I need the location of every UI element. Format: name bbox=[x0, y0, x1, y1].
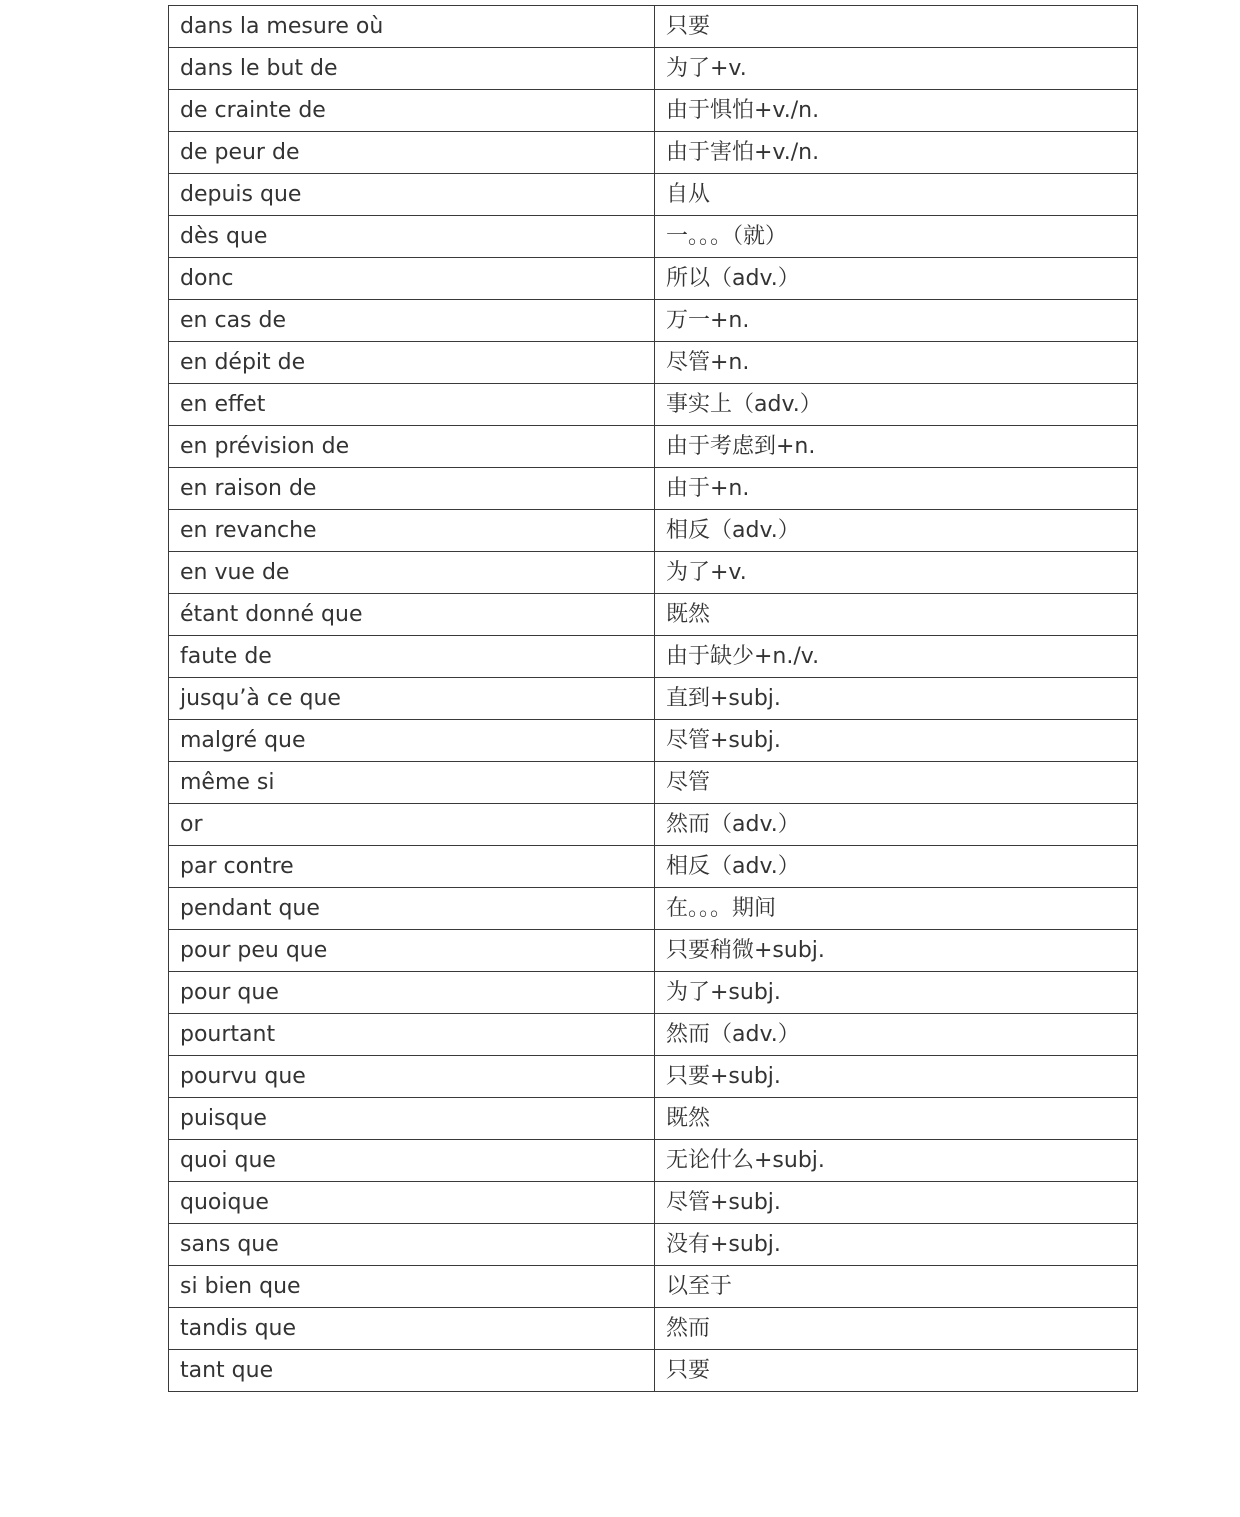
french-expression-cell: pour que bbox=[169, 972, 655, 1014]
french-expression-cell: depuis que bbox=[169, 174, 655, 216]
french-expression-cell: quoique bbox=[169, 1182, 655, 1224]
chinese-translation-cell: 直到+subj. bbox=[655, 678, 1138, 720]
french-expression-cell: donc bbox=[169, 258, 655, 300]
chinese-translation-cell: 一。。。（就） bbox=[655, 216, 1138, 258]
table-row bbox=[169, 174, 1138, 216]
table-row bbox=[169, 762, 1138, 804]
table-row bbox=[169, 678, 1138, 720]
table-row bbox=[169, 1014, 1138, 1056]
table-row bbox=[169, 1140, 1138, 1182]
table-row bbox=[169, 48, 1138, 90]
french-expression-cell: jusqu’à ce que bbox=[169, 678, 655, 720]
chinese-translation-cell: 万一+n. bbox=[655, 300, 1138, 342]
table-row bbox=[169, 342, 1138, 384]
table-row bbox=[169, 468, 1138, 510]
table-row bbox=[169, 1308, 1138, 1350]
french-expression-cell: quoi que bbox=[169, 1140, 655, 1182]
chinese-translation-cell: 只要 bbox=[655, 1350, 1138, 1392]
french-expression-cell: puisque bbox=[169, 1098, 655, 1140]
french-expression-cell: en prévision de bbox=[169, 426, 655, 468]
chinese-translation-cell: 由于害怕+v./n. bbox=[655, 132, 1138, 174]
table-row bbox=[169, 594, 1138, 636]
chinese-translation-cell: 由于缺少+n./v. bbox=[655, 636, 1138, 678]
chinese-translation-cell: 事实上（adv.） bbox=[655, 384, 1138, 426]
french-expression-cell: pourvu que bbox=[169, 1056, 655, 1098]
french-expression-cell: de peur de bbox=[169, 132, 655, 174]
chinese-translation-cell: 无论什么+subj. bbox=[655, 1140, 1138, 1182]
chinese-translation-cell: 尽管+subj. bbox=[655, 720, 1138, 762]
french-expression-cell: en dépit de bbox=[169, 342, 655, 384]
chinese-translation-cell: 然而（adv.） bbox=[655, 1014, 1138, 1056]
table-row bbox=[169, 846, 1138, 888]
table-row bbox=[169, 300, 1138, 342]
table-row bbox=[169, 510, 1138, 552]
french-expression-cell: malgré que bbox=[169, 720, 655, 762]
chinese-translation-cell: 既然 bbox=[655, 1098, 1138, 1140]
french-expression-cell: de crainte de bbox=[169, 90, 655, 132]
table-row bbox=[169, 720, 1138, 762]
table-row bbox=[169, 972, 1138, 1014]
table-row bbox=[169, 6, 1138, 48]
table-row bbox=[169, 1224, 1138, 1266]
vocabulary-table-body bbox=[169, 6, 1138, 1392]
table-row bbox=[169, 804, 1138, 846]
chinese-translation-cell: 既然 bbox=[655, 594, 1138, 636]
table-row bbox=[169, 426, 1138, 468]
chinese-translation-cell: 只要 bbox=[655, 6, 1138, 48]
table-row bbox=[169, 930, 1138, 972]
french-expression-cell: pendant que bbox=[169, 888, 655, 930]
chinese-translation-cell: 相反（adv.） bbox=[655, 510, 1138, 552]
table-row bbox=[169, 216, 1138, 258]
table-row bbox=[169, 1056, 1138, 1098]
chinese-translation-cell: 以至于 bbox=[655, 1266, 1138, 1308]
french-expression-cell: pour peu que bbox=[169, 930, 655, 972]
chinese-translation-cell: 尽管 bbox=[655, 762, 1138, 804]
chinese-translation-cell: 为了+v. bbox=[655, 552, 1138, 594]
french-expression-cell: dès que bbox=[169, 216, 655, 258]
french-expression-cell: or bbox=[169, 804, 655, 846]
table-row bbox=[169, 1350, 1138, 1392]
chinese-translation-cell: 由于惧怕+v./n. bbox=[655, 90, 1138, 132]
table-row bbox=[169, 888, 1138, 930]
french-expression-cell: dans le but de bbox=[169, 48, 655, 90]
chinese-translation-cell: 然而 bbox=[655, 1308, 1138, 1350]
table-row bbox=[169, 384, 1138, 426]
chinese-translation-cell: 在。。。期间 bbox=[655, 888, 1138, 930]
table-row bbox=[169, 258, 1138, 300]
french-expression-cell: faute de bbox=[169, 636, 655, 678]
chinese-translation-cell: 为了+subj. bbox=[655, 972, 1138, 1014]
chinese-translation-cell: 相反（adv.） bbox=[655, 846, 1138, 888]
table-row bbox=[169, 1098, 1138, 1140]
chinese-translation-cell: 尽管+subj. bbox=[655, 1182, 1138, 1224]
table-row bbox=[169, 132, 1138, 174]
chinese-translation-cell: 自从 bbox=[655, 174, 1138, 216]
french-expression-cell: si bien que bbox=[169, 1266, 655, 1308]
french-expression-cell: par contre bbox=[169, 846, 655, 888]
french-expression-cell: en revanche bbox=[169, 510, 655, 552]
french-expression-cell: tandis que bbox=[169, 1308, 655, 1350]
table-row bbox=[169, 1182, 1138, 1224]
table-row bbox=[169, 552, 1138, 594]
french-expression-cell: même si bbox=[169, 762, 655, 804]
chinese-translation-cell: 只要稍微+subj. bbox=[655, 930, 1138, 972]
chinese-translation-cell: 由于考虑到+n. bbox=[655, 426, 1138, 468]
table-row bbox=[169, 636, 1138, 678]
chinese-translation-cell: 由于+n. bbox=[655, 468, 1138, 510]
french-expression-cell: tant que bbox=[169, 1350, 655, 1392]
chinese-translation-cell: 然而（adv.） bbox=[655, 804, 1138, 846]
french-expression-cell: sans que bbox=[169, 1224, 655, 1266]
table-row bbox=[169, 1266, 1138, 1308]
french-expression-cell: dans la mesure où bbox=[169, 6, 655, 48]
chinese-translation-cell: 尽管+n. bbox=[655, 342, 1138, 384]
french-expression-cell: en raison de bbox=[169, 468, 655, 510]
french-expression-cell: en effet bbox=[169, 384, 655, 426]
french-expression-cell: en vue de bbox=[169, 552, 655, 594]
french-expression-cell: étant donné que bbox=[169, 594, 655, 636]
french-expression-cell: en cas de bbox=[169, 300, 655, 342]
chinese-translation-cell: 只要+subj. bbox=[655, 1056, 1138, 1098]
vocabulary-table bbox=[168, 5, 1138, 1392]
table-row bbox=[169, 90, 1138, 132]
french-expression-cell: pourtant bbox=[169, 1014, 655, 1056]
chinese-translation-cell: 为了+v. bbox=[655, 48, 1138, 90]
chinese-translation-cell: 没有+subj. bbox=[655, 1224, 1138, 1266]
chinese-translation-cell: 所以（adv.） bbox=[655, 258, 1138, 300]
